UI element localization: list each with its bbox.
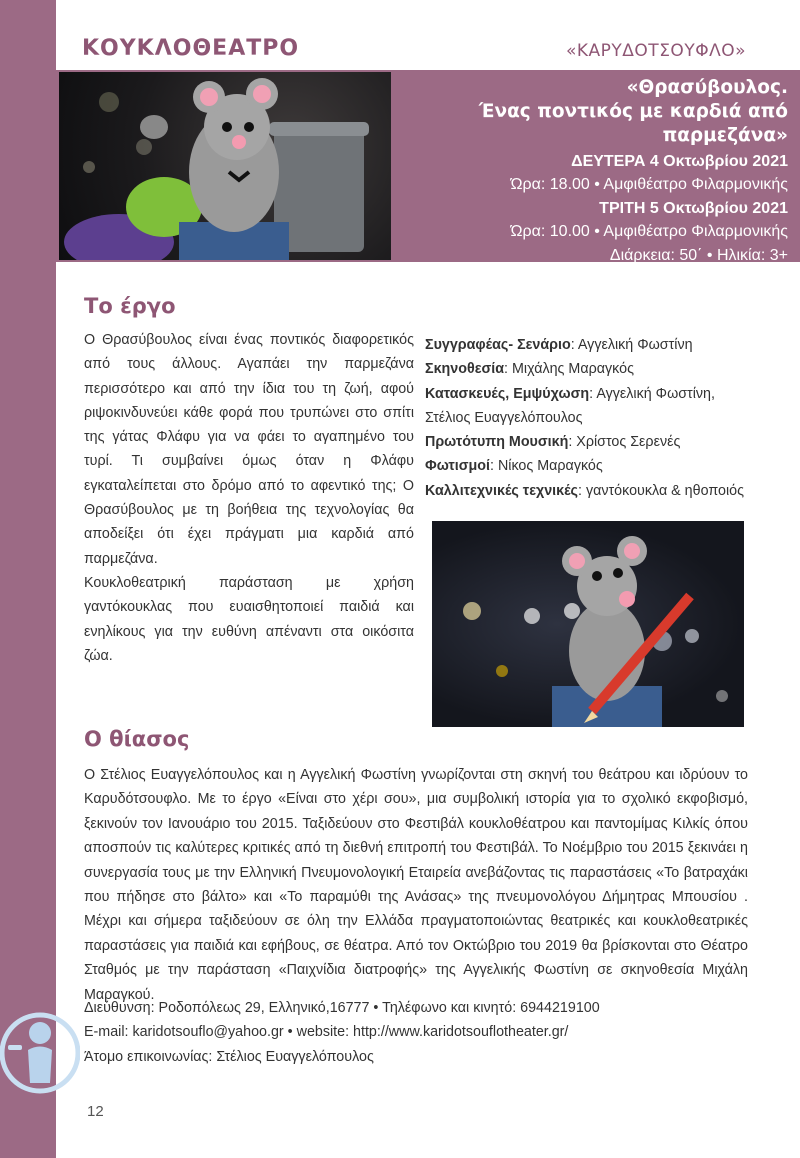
credit-label: Κατασκευές, Εμψύχωση — [425, 385, 590, 402]
show-title-line2: Ένας ποντικός με καρδιά από παρμεζάνα» — [478, 101, 788, 146]
page-header — [82, 36, 746, 66]
credit-value: Νίκος Μαραγκός — [497, 458, 603, 475]
credit-value: Αγγελική Φωστίνη — [577, 337, 693, 353]
contact-email-website[interactable]: E-mail: karidotsouflo@yahoo.gr • website: http://www.karidotsouflotheater.gr/ — [84, 1024, 569, 1041]
page-number: 12 — [87, 1103, 104, 1120]
mouse-pencil-photo — [432, 521, 744, 727]
work-heading: Το έργο — [84, 294, 176, 318]
contact-address: Διεύθυνση: Ροδοπόλεως 29, Ελληνικό,16777 • Τηλέφωνο και κινητό: 6944219100 — [84, 1000, 600, 1016]
show-banner — [56, 70, 800, 262]
work-paragraph: Κουκλοθεατρική παράσταση με χρήση γαντόκουκλας που ευαισθητοποιεί παιδιά και ενηλίκους για την ευθύνη απέναντι στα οικόσιτα ζώα. — [84, 574, 414, 664]
company-name: «ΚΑΡΥΔΟΤΣΟΥΦΛΟ» — [565, 41, 746, 61]
contact-info — [84, 996, 748, 1069]
credit-value: Μιχάλης Μαραγκός — [511, 361, 634, 378]
show-date: ΤΡΙΤΗ 5 Οκτωβρίου 2021 — [599, 200, 788, 217]
credit-label: Καλλιτεχνικές τεχνικές — [425, 482, 578, 499]
credit-label: Σκηνοθεσία — [425, 361, 505, 378]
credit-row: Φωτισμοί: Νίκος Μαραγκός — [425, 458, 603, 475]
work-description — [84, 328, 414, 668]
show-info — [388, 76, 788, 268]
credit-row: Καλλιτεχνικές τεχνικές: γαντόκουκλα & ηθοποιός — [425, 482, 744, 499]
mouse-puppet-photo — [59, 72, 391, 260]
show-title-line1: «Θρασύβουλος. — [626, 77, 788, 98]
child-silhouette-icon — [0, 1005, 80, 1100]
cast-heading: Ο θίασος — [84, 727, 190, 751]
credit-label: Πρωτότυπη Μουσική — [425, 434, 569, 451]
credit-value: Χρίστος Σερενές — [576, 434, 681, 451]
show-date: ΔΕΥΤΕΡΑ 4 Οκτωβρίου 2021 — [571, 153, 788, 170]
section-title: ΚΟΥΚΛΟΘΕΑΤΡΟ — [82, 36, 300, 61]
credit-row: Συγγραφέας- Σενάριο: Αγγελική Φωστίνη — [425, 337, 693, 353]
show-time: Ώρα: 10.00 • Αμφιθέατρο Φιλαρμονικής — [510, 223, 788, 240]
credit-value: γαντόκουκλα & ηθοποιός — [585, 482, 744, 499]
work-paragraph: Ο Θρασύβουλος είναι ένας ποντικός διαφορετικός από τους άλλους. Αγαπάει την παρμεζάνα περισσότερο και από την ίδια του τη ζωή, αφού ριψοκινδυνεύει κάθε φορά που τρυπώνει στο σπίτι της γάτας Φλάφυ για να φάει το αγαπημένο του τυρί. Τι συμβαίνει όμως όταν η Φλάφυ εγκαταλείπεται στο δρόμο από το αφεντικό της; Ο Θρασύβουλος με τη βοήθεια της τεχνολογίας θα αποδείξει ότι έχει πράγματι μια καρδιά από παρμεζάνα. — [84, 332, 414, 567]
credits-list — [425, 333, 755, 503]
show-duration: Διάρκεια: 50΄ • Ηλικία: 3+ — [609, 247, 788, 264]
cast-description: Ο Στέλιος Ευαγγελόπουλος και η Αγγελική Φωστίνη γνωρίζονται στη σκηνή του θεάτρου και ιδρύουν το Καρυδότσουφλο. Με το έργο «Είναι στο χέρι σου», μια συμβολική ιστορία για το σχολικό εκφοβισμό, ξεκινούν τον Ιανουάριο του 2015. Ταξιδεύουν στο Φεστιβάλ κουκλοθέατρου και παντομίμας Κιλκίς όπου αποσπούν τις καλύτερες κριτικές από τη διεθνή επιτροπή του Φεστιβάλ. Το Νοέμβριο του 2015 ξεκινάει η συνεργασία τους με την Ελληνική Πνευμονολογική Εταιρεία ανεβάζοντας τις παραστάσεις «Το βατραχάκι που πήδησε στο βάλτο» και «Το παραμύθι της Ανάσας» της πνευμονολόγου Δήμητρας Μπουσίου . Μέχρι και σήμερα ταξιδεύουν σε όλη την Ελλάδα πραγματοποιώντας θεατρικές και κουκλοθεατρικές παραστάσεις για παιδιά και εφήβους, σε θέατρα. Από τον Οκτώβριο του 2019 θα βρίσκονται στο Θέατρο Σταθμός με την παράσταση «Παιχνίδια διατροφής» της Αγγελικής Φωστίνη σε σκηνοθεσία Μιχάλη Μαραγκού. — [84, 767, 748, 1003]
credit-row: Κατασκευές, Εμψύχωση: Αγγελική Φωστίνη, Στέλιος Ευαγγελόπουλος — [425, 385, 715, 426]
credit-label: Φωτισμοί — [425, 458, 490, 475]
credit-value: Αγγελική Φωστίνη, Στέλιος Ευαγγελόπουλος — [425, 385, 715, 426]
credit-row: Πρωτότυπη Μουσική: Χρίστος Σερενές — [425, 434, 681, 451]
credit-label: Συγγραφέας- Σενάριο — [425, 337, 571, 353]
credit-row: Σκηνοθεσία: Μιχάλης Μαραγκός — [425, 361, 634, 378]
side-color-bar — [0, 0, 56, 1158]
contact-person: Άτομο επικοινωνίας: Στέλιος Ευαγγελόπουλος — [84, 1048, 374, 1065]
show-time: Ώρα: 18.00 • Αμφιθέατρο Φιλαρμονικής — [510, 176, 788, 193]
